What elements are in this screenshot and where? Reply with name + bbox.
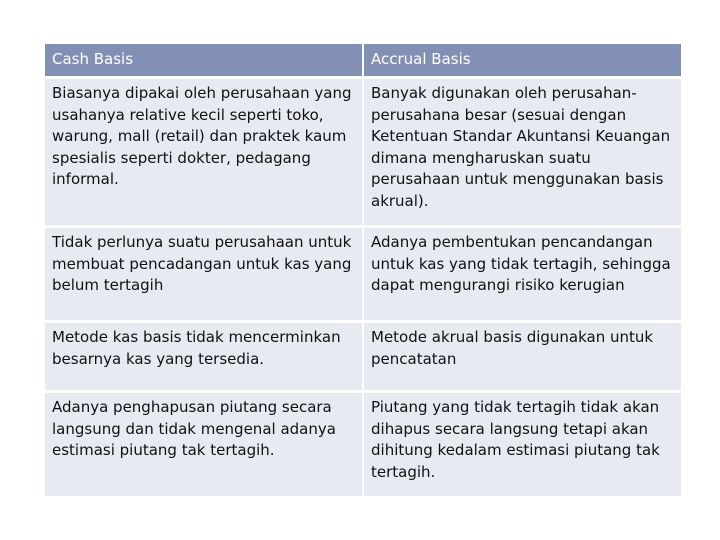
cell-cash-row-1: Biasanya dipakai oleh perusahaan yang usahanya relative kecil seperti toko, warung, mall (retail) dan praktek kaum spesialis seperti dokter, pedagang informal.: [45, 79, 362, 225]
cell-cash-row-3: Metode kas basis tidak mencerminkan besarnya kas yang tersedia.: [45, 323, 362, 390]
cell-accrual-row-4: Piutang yang tidak tertagih tidak akan dihapus secara langsung tetapi akan dihitung kedalam estimasi piutang tak tertagih.: [364, 393, 681, 496]
cell-accrual-row-1: Banyak digunakan oleh perusahan-perusahana besar (sesuai dengan Ketentuan Standar Akuntansi Keuangan dimana mengharuskan suatu perusahaan untuk menggunakan basis akrual).: [364, 79, 681, 225]
header-cash-basis: Cash Basis: [45, 44, 362, 76]
cell-accrual-row-2: Adanya pembentukan pencandangan untuk kas yang tidak tertagih, sehingga dapat mengurangi risiko kerugian: [364, 228, 681, 320]
comparison-table: [45, 44, 681, 496]
cell-accrual-row-3: Metode akrual basis digunakan untuk pencatatan: [364, 323, 681, 390]
cell-cash-row-4: Adanya penghapusan piutang secara langsung dan tidak mengenal adanya estimasi piutang tak tertagih.: [45, 393, 362, 496]
cell-cash-row-2: Tidak perlunya suatu perusahaan untuk membuat pencadangan untuk kas yang belum tertagih: [45, 228, 362, 320]
header-accrual-basis: Accrual Basis: [364, 44, 681, 76]
